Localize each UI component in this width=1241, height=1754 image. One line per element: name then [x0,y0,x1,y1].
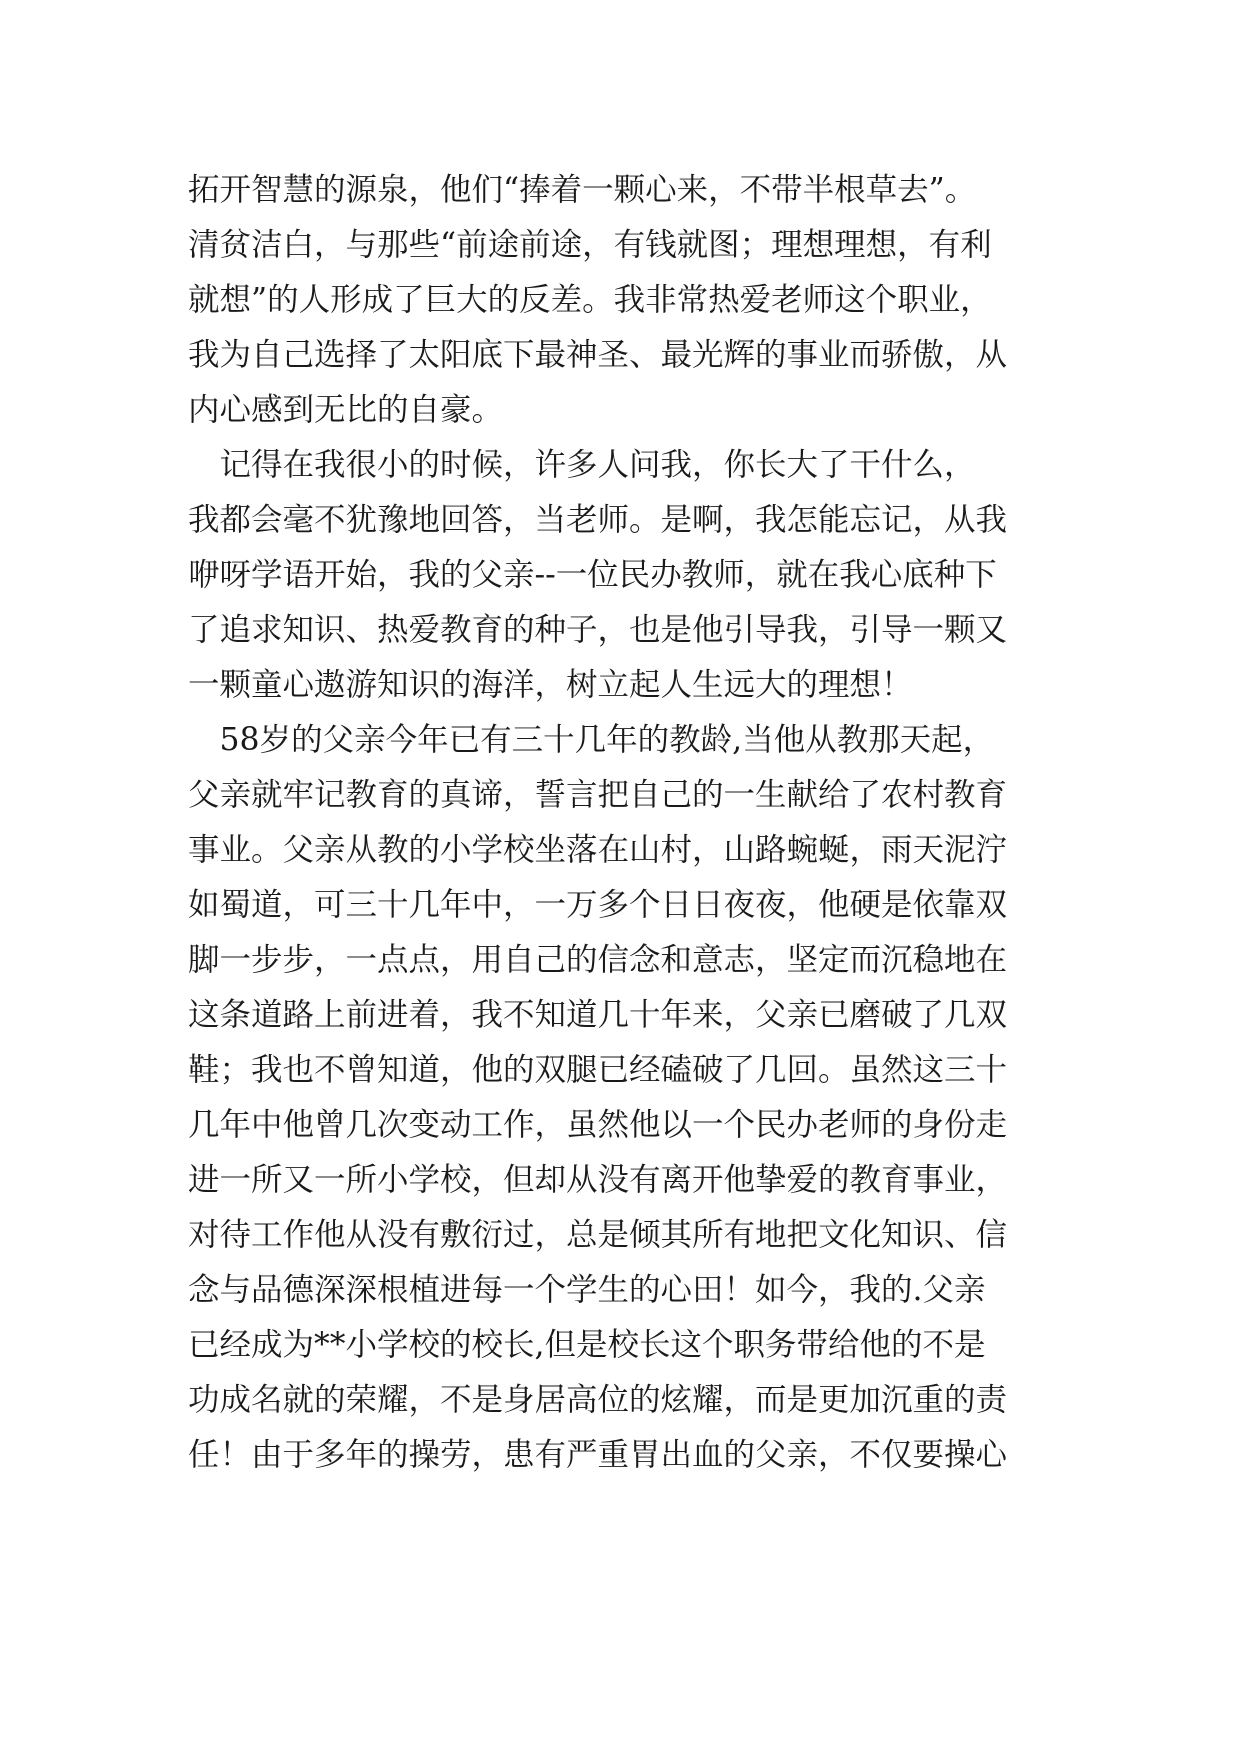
text-line: 我为自己选择了太阳底下最神圣、最光辉的事业而骄傲，从 [188,337,1008,373]
text-line: 就想”的人形成了巨大的反差。我非常热爱老师这个职业， [188,282,992,318]
text-line: 咿呀学语开始，我的父亲--一位民办教师，就在我心底种下 [188,557,997,593]
text-line: 进一所又一所小学校，但却从没有离开他挚爱的教育事业， [188,1162,1008,1198]
text-line: 脚一步步，一点点，用自己的信念和意志，坚定而沉稳地在 [188,942,1008,978]
text-line: 拓开智慧的源泉，他们“捧着一颗心来，不带半根草去”。 [188,172,977,208]
text-line: 一颗童心遨游知识的海洋，树立起人生远大的理想！ [188,667,913,703]
text-line: 这条道路上前进着，我不知道几十年来，父亲已磨破了几双 [188,997,1008,1033]
text-line: 内心感到无比的自豪。 [188,392,504,428]
text-line: 功成名就的荣耀，不是身居高位的炫耀，而是更加沉重的责 [188,1382,1008,1418]
text-line: 任！由于多年的操劳，患有严重胃出血的父亲，不仅要操心 [188,1437,1008,1473]
text-line: 我都会毫不犹豫地回答，当老师。是啊，我怎能忘记，从我 [188,502,1008,538]
text-line: 几年中他曾几次变动工作，虽然他以一个民办老师的身份走 [188,1107,1008,1143]
text-line: 对待工作他从没有敷衍过，总是倾其所有地把文化知识、信 [188,1217,1008,1253]
text-line: 父亲就牢记教育的真谛，誓言把自己的一生献给了农村教育 [188,777,1008,813]
text-line: 事业。父亲从教的小学校坐落在山村，山路蜿蜒，雨天泥泞 [188,832,1008,868]
text-line: 记得在我很小的时候，许多人问我，你长大了干什么， [188,447,976,483]
text-line: 58岁的父亲今年已有三十几年的教龄,当他从教那天起， [188,722,995,758]
text-line: 了追求知识、热爱教育的种子，也是他引导我，引导一颗又 [188,612,1008,648]
text-line: 如蜀道，可三十几年中，一万多个日日夜夜，他硬是依靠双 [188,887,1008,923]
text-line: 清贫洁白，与那些“前途前途，有钱就图；理想理想，有利 [188,227,992,263]
text-line: 念与品德深深根植进每一个学生的心田！如今，我的.父亲 [188,1272,986,1308]
text-line: 已经成为**小学校的校长,但是校长这个职务带给他的不是 [188,1327,986,1363]
text-line: 鞋；我也不曾知道，他的双腿已经磕破了几回。虽然这三十 [188,1052,1008,1088]
